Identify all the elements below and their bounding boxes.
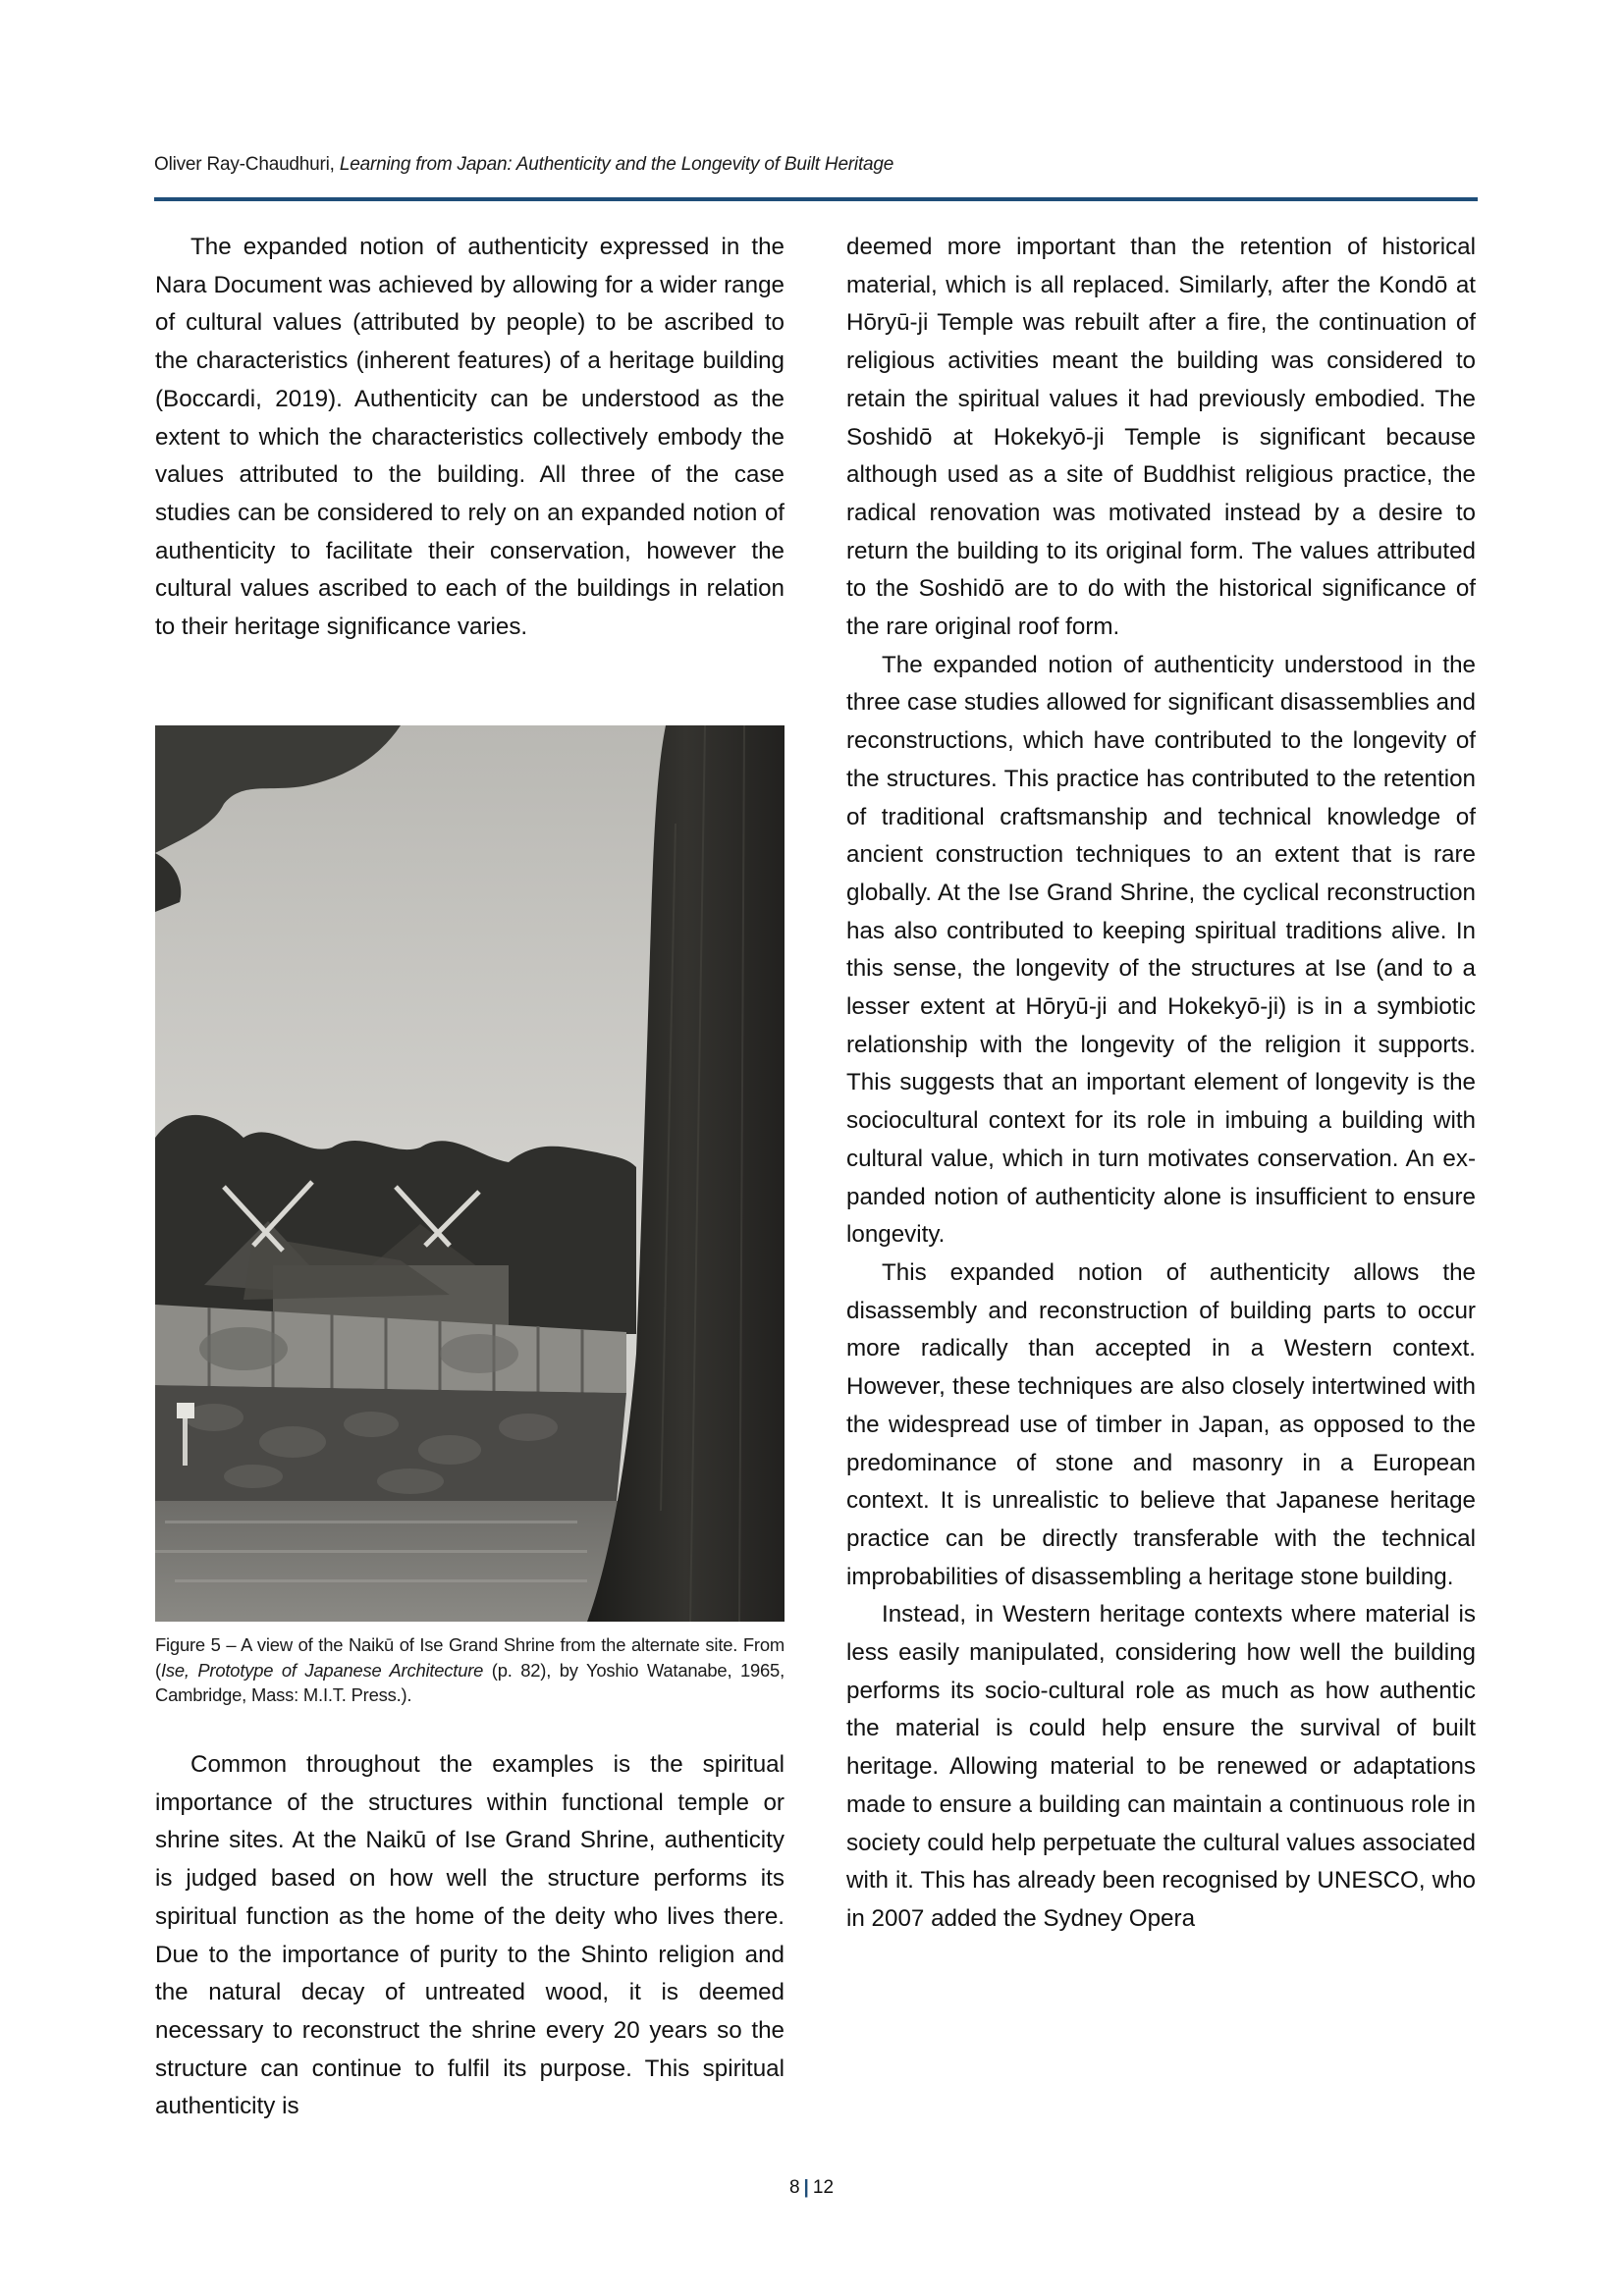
page-separator: | — [803, 2177, 809, 2198]
body-paragraph: The expanded notion of authenticity expressed in the Nara Document was achieved by allowing for a wider range of cultural values (attributed by people) to be ascribed to the characteristics (inherent features) of a heritage building (Boccardi, 2019). Authenticity can be understood as the extent to which the characteristics collectively embody the values attributed to the building. All three of the case studies can be considered to rely on an expanded notion of authenticity to facilitate their conservation, however the cultural values ascribed to each of the buildings in relation to their heritage significance varies. — [155, 234, 784, 641]
left-column-bottom — [155, 1746, 784, 2126]
page-total: 12 — [812, 2177, 835, 2198]
left-column-top — [155, 229, 784, 647]
header-divider — [154, 197, 1478, 201]
body-paragraph: This expanded notion of authenticity allows the disassembly and reconstruction of building parts to occur more radically than accepted in a Western context. However, these techniques are also closely intertwined with the widespread use of timber in Japan, as opposed to the predominance of stone and masonry in a European context. It is unrealistic to believe that Japanese heritage practice can be directly transferable with the technical improbabilities of disassembling a heritage stone building. — [846, 1258, 1476, 1590]
caption-text: Figure 5 – A view of the Naikū of Ise Grand Shrine from the alternate site. From ( — [155, 1634, 784, 1681]
page-number — [0, 2177, 1623, 2199]
right-column — [846, 229, 1476, 1939]
body-paragraph: Instead, in Western heritage contexts where material is less easily manipulated, considering how well the building performs its socio-cultural role as much as how authentic the material is could help ensure the survival of built heritage. Allowing material to be renewed or adaptations made to ensure a building can maintain a continuous role in society could help perpetuate the cultural values associated with it. This has already been recognised by UNESCO, who in 2007 added the Sydney Opera — [846, 1601, 1476, 1932]
body-paragraph: The expanded notion of authenticity understood in the three case studies allowed for significant disassemblies and reconstructions, which have contributed to the longevity of the structures. This practice has contributed to the retention of traditional craftsmanship and technical knowledge of ancient construction techniques to an extent that is rare globally. At the Ise Grand Shrine, the cyclical reconstruction has also contributed to keeping spiritual traditions alive. In this sense, the longevity of the structures at Ise (and to a lesser extent at Hōryū-ji and Hokekyō-ji) is in a symbiotic relationship with the longevity of the religion it supports. This suggests that an important element of longevity is the sociocultural context for its role in imbuing a building with cultural value, which in turn motivates conservation. An expanded notion of authenticity alone is insufficient to ensure longevity. — [846, 651, 1476, 1249]
ise-shrine-photo — [155, 725, 784, 1622]
running-header — [154, 154, 1480, 176]
figure-photo — [155, 725, 784, 1622]
body-paragraph: Common throughout the examples is the spiritual importance of the structures within functional temple or shrine sites. At the Naikū of Ise Grand Shrine, authenticity is judged based on how well the structure performs its spiritual function as the home of the deity who lives there. Due to the importance of purity to the Shinto religion and the natural decay of untreated wood, it is deemed necessary to reconstruct the shrine every 20 years so the structure can continue to fulfil its purpose. This spiritual authenticity is — [155, 1751, 784, 2120]
body-paragraph: deemed more important than the retention of historical material, which is all replaced. Similarly, after the Kondō at Hōryū-ji Temple was rebuilt after a fire, the continuation of religious activities meant the building was considered to retain the spiritual values it had previously embodied. The Soshidō at Hokekyō-ji Temple is significant because although used as a site of Buddhist religious practice, the radical renovation was motivated instead by a desire to return the building to its original form. The values attributed to the Soshidō are to do with the historical significance of the rare original roof form. — [846, 234, 1476, 641]
page-current: 8 — [788, 2177, 800, 2198]
figure-caption — [155, 1632, 784, 1708]
header-title: Learning from Japan: Authenticity and the Longevity of Built Heritage — [339, 154, 894, 175]
caption-citation: (p. 82), by Yoshio Watanabe, 1965, Cambridge, Mass: M.I.T. Press.). — [155, 1659, 784, 1705]
caption-book-title: Ise, Prototype of Japanese Architecture — [160, 1659, 484, 1681]
header-author: Oliver Ray-Chaudhuri, — [154, 154, 340, 175]
